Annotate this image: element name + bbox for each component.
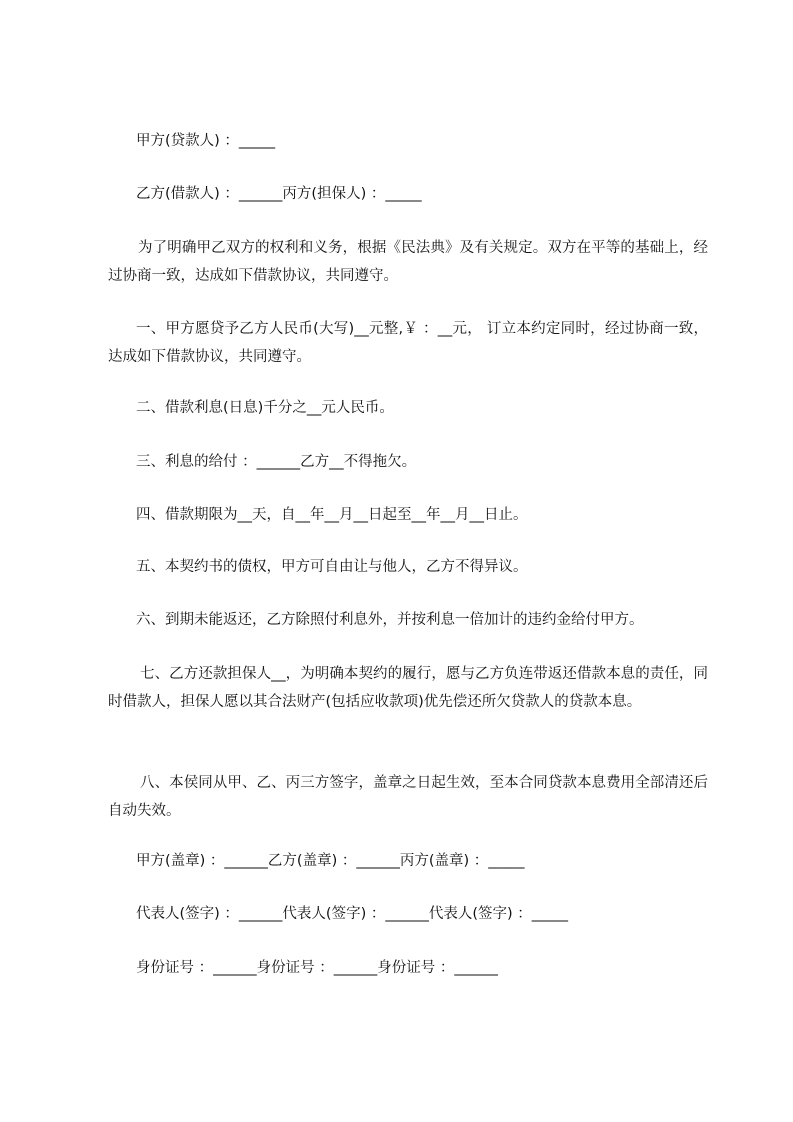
clause-7: 七、乙方还款担保人__，为明确本契约的履行，愿与乙方负连带返还借款本息的责任，同时借款人，担保人愿以其合法财产(包括应收款项)优先偿还所欠贷款人的贷款本息。 xyxy=(108,666,708,710)
clause-3: 三、利息的给付 ：______乙方__不得拖欠。 xyxy=(136,454,417,470)
clause-5: 五、本契约书的债权，甲方可自由让与他人，乙方不得异议。 xyxy=(136,559,528,575)
clause-8: 八、本侯同从甲、乙、丙三方签字，盖章之日起生效，至本合同贷款本息费用全部清还后自动失效。 xyxy=(108,775,708,819)
clause-2: 二、借款利息(日息)千分之__元人民币。 xyxy=(136,400,394,416)
party-b-c-line: 乙方(借款人) ：______丙方(担保人) ：_____ xyxy=(136,186,422,202)
seal-signature-line: 甲方(盖章) ：______乙方(盖章) ：______丙方(盖章) ：_____ xyxy=(136,853,525,869)
clause-6: 六、到期未能返还，乙方除照付利息外，并按利息一倍加计的违约金给付甲方。 xyxy=(136,612,644,628)
intro-paragraph: 为了明确甲乙双方的权利和义务，根据《民法典》及有关规定。双方在平等的基础上，经过协商一致，达成如下借款协议，共同遵守。 xyxy=(108,240,708,284)
clause-1: 一、甲方愿贷予乙方人民币(大写)__元整,￥ ：__元， 订立本约定同时，经过协商一致，达成如下借款协议，共同遵守。 xyxy=(108,321,708,365)
clause-4: 四、借款期限为__天，自__年__月__日起至__年__月__日止。 xyxy=(136,507,528,523)
id-number-line: 身份证号 ：______身份证号 ：______身份证号 ：______ xyxy=(136,960,498,976)
representative-signature-line: 代表人(签字) ：______代表人(签字) ：______代表人(签字) ：_____ xyxy=(136,906,569,922)
party-a-line: 甲方(贷款人) ：_____ xyxy=(136,133,276,149)
